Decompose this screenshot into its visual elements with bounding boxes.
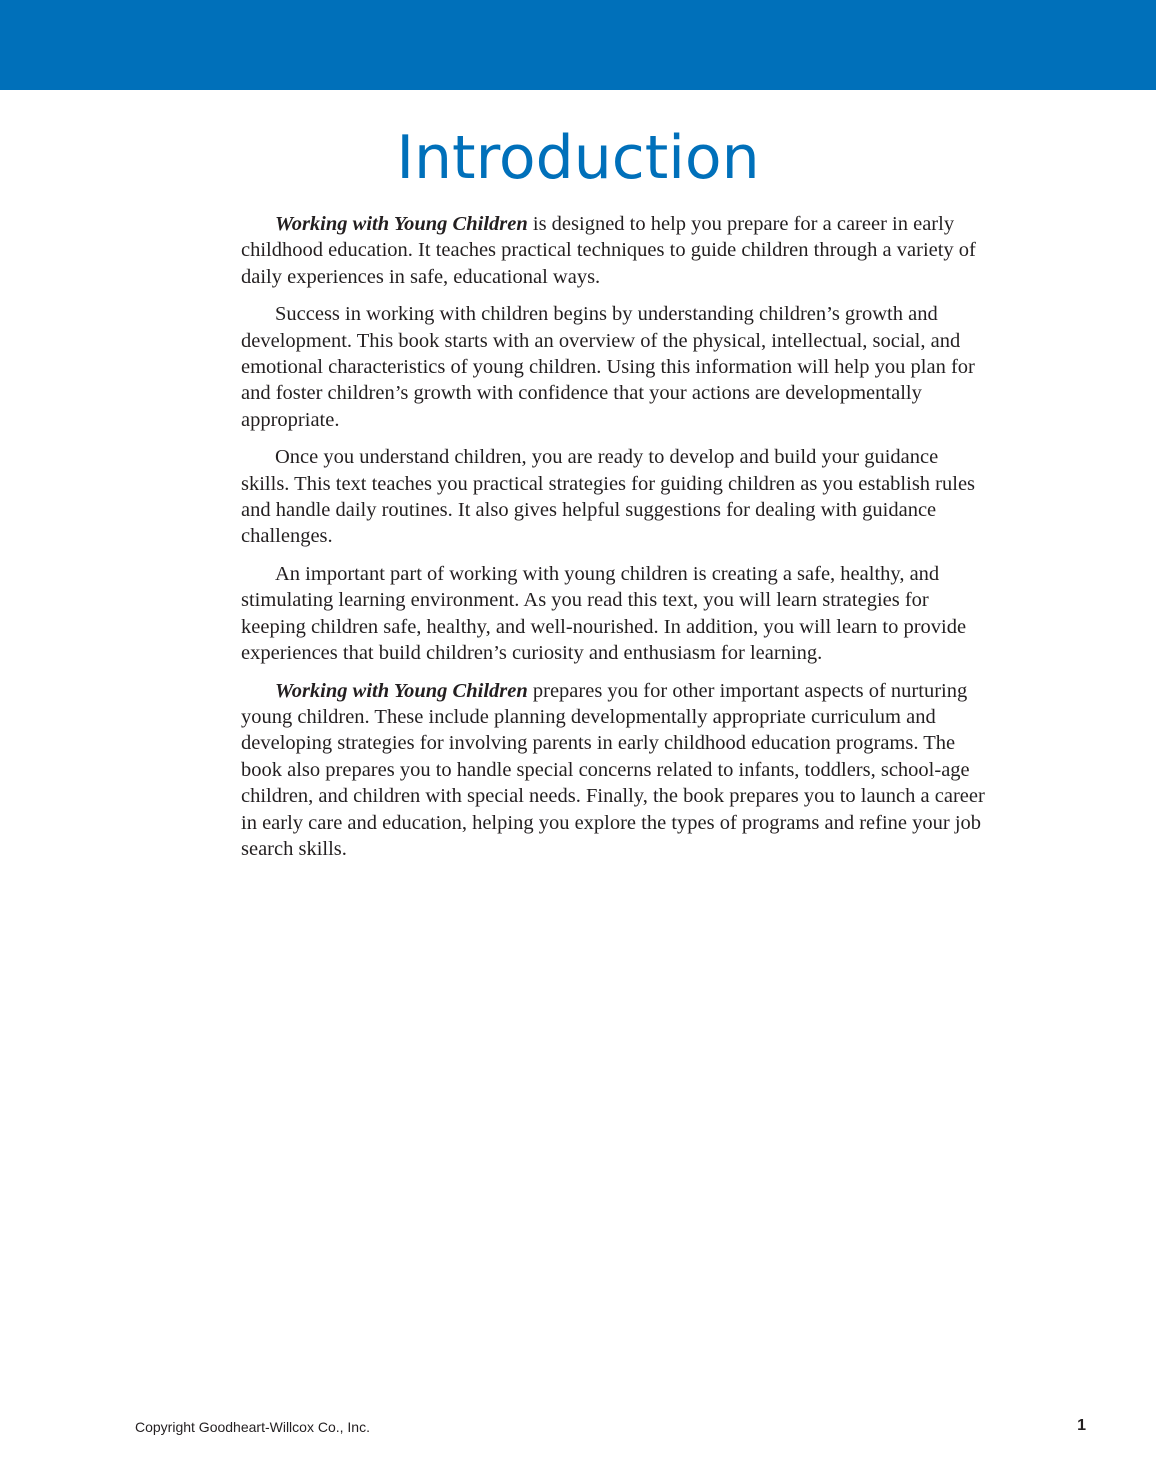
- book-title-italic: Working with Young Children: [275, 679, 528, 702]
- copyright-notice: Copyright Goodheart-Willcox Co., Inc.: [135, 1419, 370, 1435]
- paragraph-1: [241, 211, 989, 290]
- page-number: 1: [1077, 1417, 1086, 1434]
- paragraph-text: is designed to help you prepare for a career in early childhood education. It teaches practical techniques to guide children through a variety of daily experiences in safe, educational ways.: [241, 213, 976, 288]
- paragraph-text: Success in working with children begins by understanding children’s growth and development. This book starts with an overview of the physical, intellectual, social, and emotional characteristics of young children. Using this information will help you plan for and foster children’s growth with confidence that your actions are developmentally appropriate.: [241, 303, 975, 431]
- paragraph-3: [241, 444, 989, 550]
- book-title-italic: Working with Young Children: [275, 213, 528, 235]
- body-text: [241, 211, 989, 873]
- paragraph-text: prepares you for other important aspects of nurturing young children. These include planning developmentally appropriate curriculum and developing strategies for involving parents in early childhood education programs. The book also prepares you to handle special concerns related to infants, toddlers, school-age children, and children with special needs. Finally, the book prepares you to launch a career in early care and education, helping you explore the types of programs and refine your job search skills.: [241, 679, 985, 860]
- paragraph-5: [241, 678, 989, 863]
- paragraph-text: An important part of working with young children is creating a safe, healthy, and stimulating learning environment. As you read this text, you will learn strategies for keeping children safe, healthy, and well-nourished. In addition, you will learn to provide experiences that build children’s curiosity and enthusiasm for learning.: [241, 562, 967, 665]
- header-band: [0, 0, 1156, 90]
- paragraph-text: Once you understand children, you are ready to develop and build your guidance skills. This text teaches you practical strategies for guiding children as you establish rules and handle daily routines. It also gives helpful suggestions for dealing with guidance challenges.: [241, 446, 976, 548]
- page-title: Introduction: [396, 123, 760, 193]
- paragraph-4: [241, 561, 989, 667]
- paragraph-2: [241, 301, 989, 433]
